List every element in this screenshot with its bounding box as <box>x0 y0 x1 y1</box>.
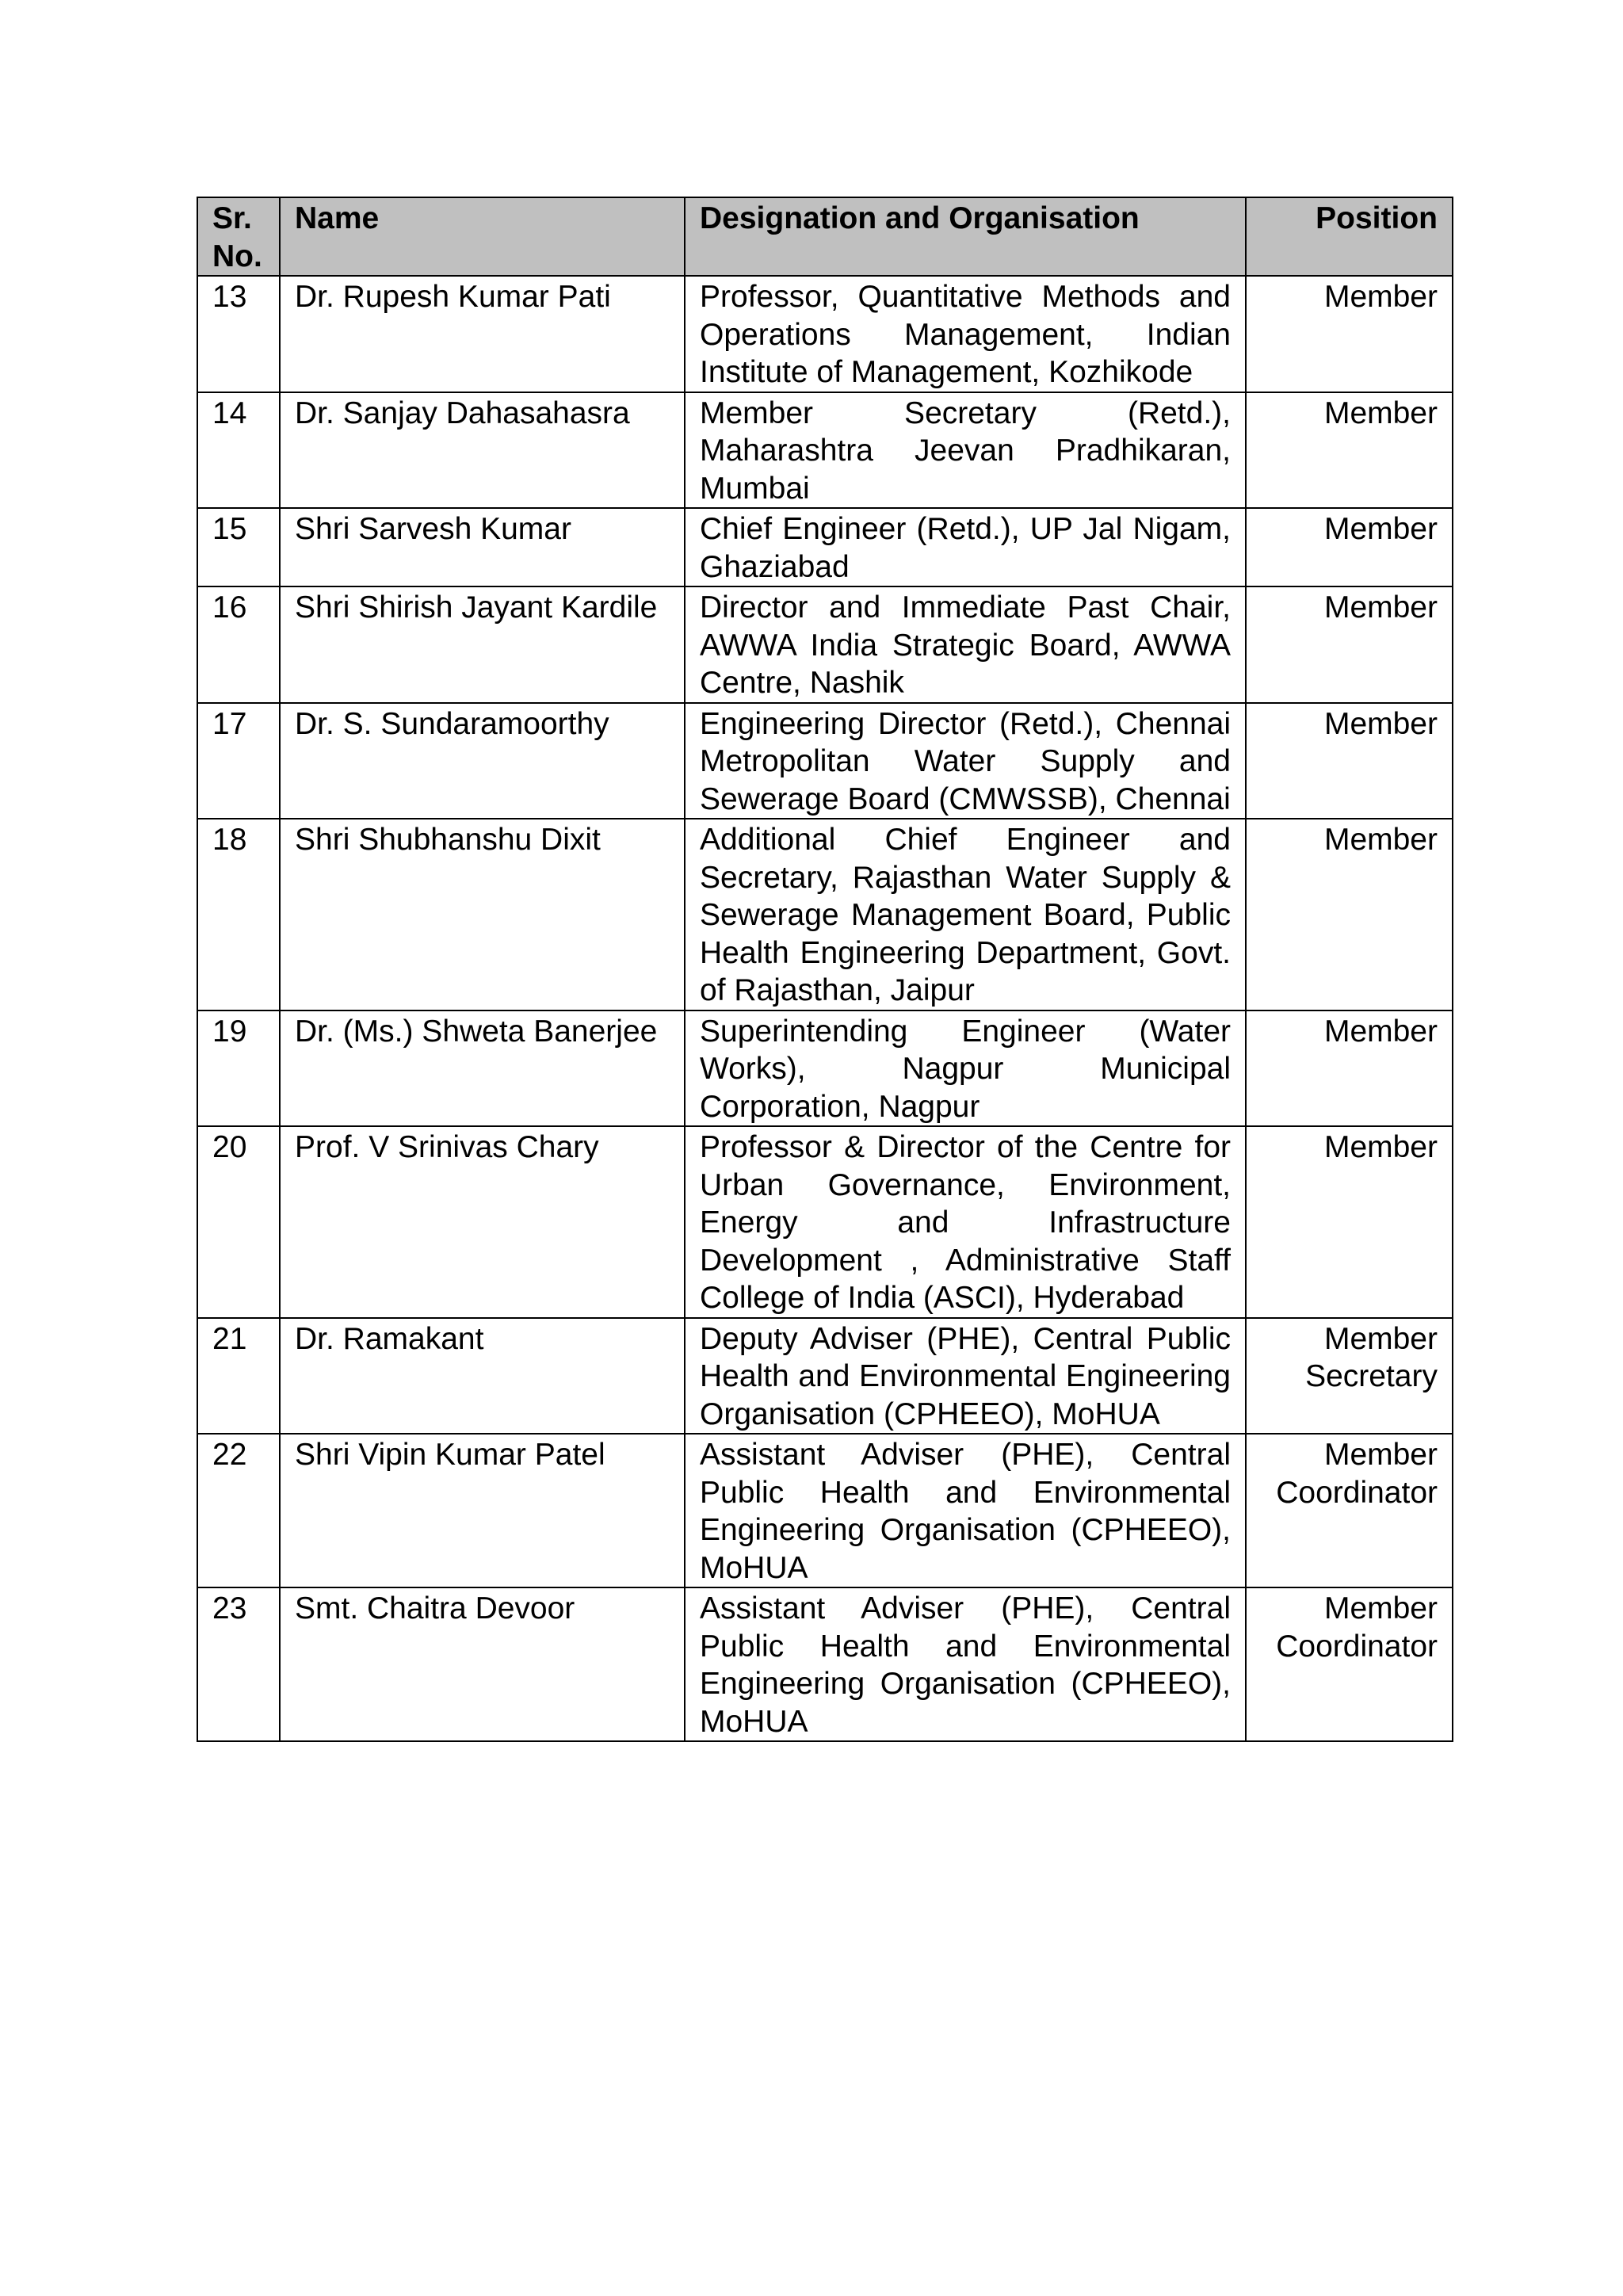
position-line: Member <box>1323 1130 1438 1164</box>
header-designation: Designation and Organisation <box>685 197 1246 276</box>
cell-name: Shri Vipin Kumar Patel <box>280 1434 685 1587</box>
cell-designation: Superintending Engineer (Water Works), Nagpur Municipal Corporation, Nagpur <box>685 1010 1246 1127</box>
cell-designation: Engineering Director (Retd.), Chennai Metropolitan Water Supply and Sewerage Board (CMWSSB), Chennai <box>685 703 1246 819</box>
table-row <box>197 1010 1453 1127</box>
header-name: Name <box>280 197 685 276</box>
cell-name: Dr. Sanjay Dahasahasra <box>280 392 685 509</box>
position-line: Member <box>1323 1014 1438 1049</box>
position-line: Member <box>1323 1591 1438 1626</box>
cell-name: Dr. Ramakant <box>280 1318 685 1435</box>
cell-position <box>1246 1010 1453 1127</box>
cell-name: Shri Shirish Jayant Kardile <box>280 586 685 703</box>
cell-name: Shri Shubhanshu Dixit <box>280 819 685 1010</box>
cell-sr-no: 20 <box>197 1126 280 1318</box>
cell-position <box>1246 1434 1453 1587</box>
table-row <box>197 508 1453 586</box>
header-row <box>197 197 1453 276</box>
cell-sr-no: 16 <box>197 586 280 703</box>
cell-designation: Deputy Adviser (PHE), Central Public Health and Environmental Engineering Organisation (CPHEEO), MoHUA <box>685 1318 1246 1435</box>
position-line: Member <box>1323 1438 1438 1472</box>
position-line: Coordinator <box>1276 1475 1438 1510</box>
table-body <box>197 276 1453 1741</box>
table-row <box>197 819 1453 1010</box>
cell-name: Dr. S. Sundaramoorthy <box>280 703 685 819</box>
cell-position <box>1246 276 1453 392</box>
cell-position <box>1246 1587 1453 1741</box>
table-row <box>197 276 1453 392</box>
cell-name: Dr. (Ms.) Shweta Banerjee <box>280 1010 685 1127</box>
cell-position <box>1246 819 1453 1010</box>
cell-name: Smt. Chaitra Devoor <box>280 1587 685 1741</box>
position-line: Member <box>1323 1321 1438 1356</box>
cell-position <box>1246 392 1453 509</box>
position-line: Secretary <box>1305 1359 1438 1393</box>
table-row <box>197 703 1453 819</box>
cell-sr-no: 15 <box>197 508 280 586</box>
cell-name: Shri Sarvesh Kumar <box>280 508 685 586</box>
cell-sr-no: 13 <box>197 276 280 392</box>
cell-position <box>1246 1126 1453 1318</box>
table-row <box>197 1126 1453 1318</box>
cell-designation: Assistant Adviser (PHE), Central Public Health and Environmental Engineering Organisation (CPHEEO), MoHUA <box>685 1587 1246 1741</box>
cell-designation: Assistant Adviser (PHE), Central Public Health and Environmental Engineering Organisation (CPHEEO), MoHUA <box>685 1434 1246 1587</box>
cell-sr-no: 17 <box>197 703 280 819</box>
cell-position <box>1246 586 1453 703</box>
cell-position <box>1246 703 1453 819</box>
header-position: Position <box>1246 197 1453 276</box>
cell-sr-no: 23 <box>197 1587 280 1741</box>
cell-sr-no: 18 <box>197 819 280 1010</box>
header-sr-no: Sr. No. <box>197 197 280 276</box>
position-line: Member <box>1323 280 1438 314</box>
cell-sr-no: 22 <box>197 1434 280 1587</box>
table-row <box>197 1318 1453 1435</box>
cell-designation: Professor, Quantitative Methods and Operations Management, Indian Institute of Management, Kozhikode <box>685 276 1246 392</box>
table-row <box>197 1434 1453 1587</box>
table-header <box>197 197 1453 276</box>
table-row <box>197 1587 1453 1741</box>
position-line: Member <box>1323 706 1438 741</box>
position-line: Member <box>1323 512 1438 546</box>
cell-position <box>1246 1318 1453 1435</box>
cell-position <box>1246 508 1453 586</box>
cell-designation: Director and Immediate Past Chair, AWWA India Strategic Board, AWWA Centre, Nashik <box>685 586 1246 703</box>
position-line: Member <box>1323 823 1438 857</box>
table-row <box>197 392 1453 509</box>
cell-sr-no: 19 <box>197 1010 280 1127</box>
cell-sr-no: 14 <box>197 392 280 509</box>
cell-designation: Member Secretary (Retd.), Maharashtra Jeevan Pradhikaran, Mumbai <box>685 392 1246 509</box>
members-table <box>197 197 1453 1742</box>
position-line: Member <box>1323 395 1438 430</box>
cell-designation: Additional Chief Engineer and Secretary, Rajasthan Water Supply & Sewerage Management Board, Public Health Engineering Department, Govt. of Rajasthan, Jaipur <box>685 819 1246 1010</box>
cell-name: Prof. V Srinivas Chary <box>280 1126 685 1318</box>
position-line: Member <box>1323 590 1438 625</box>
cell-name: Dr. Rupesh Kumar Pati <box>280 276 685 392</box>
position-line: Coordinator <box>1276 1629 1438 1664</box>
table-row <box>197 586 1453 703</box>
cell-designation: Chief Engineer (Retd.), UP Jal Nigam, Ghaziabad <box>685 508 1246 586</box>
cell-designation: Professor & Director of the Centre for Urban Governance, Environment, Energy and Infrastructure Development , Administrative Staff College of India (ASCI), Hyderabad <box>685 1126 1246 1318</box>
cell-sr-no: 21 <box>197 1318 280 1435</box>
